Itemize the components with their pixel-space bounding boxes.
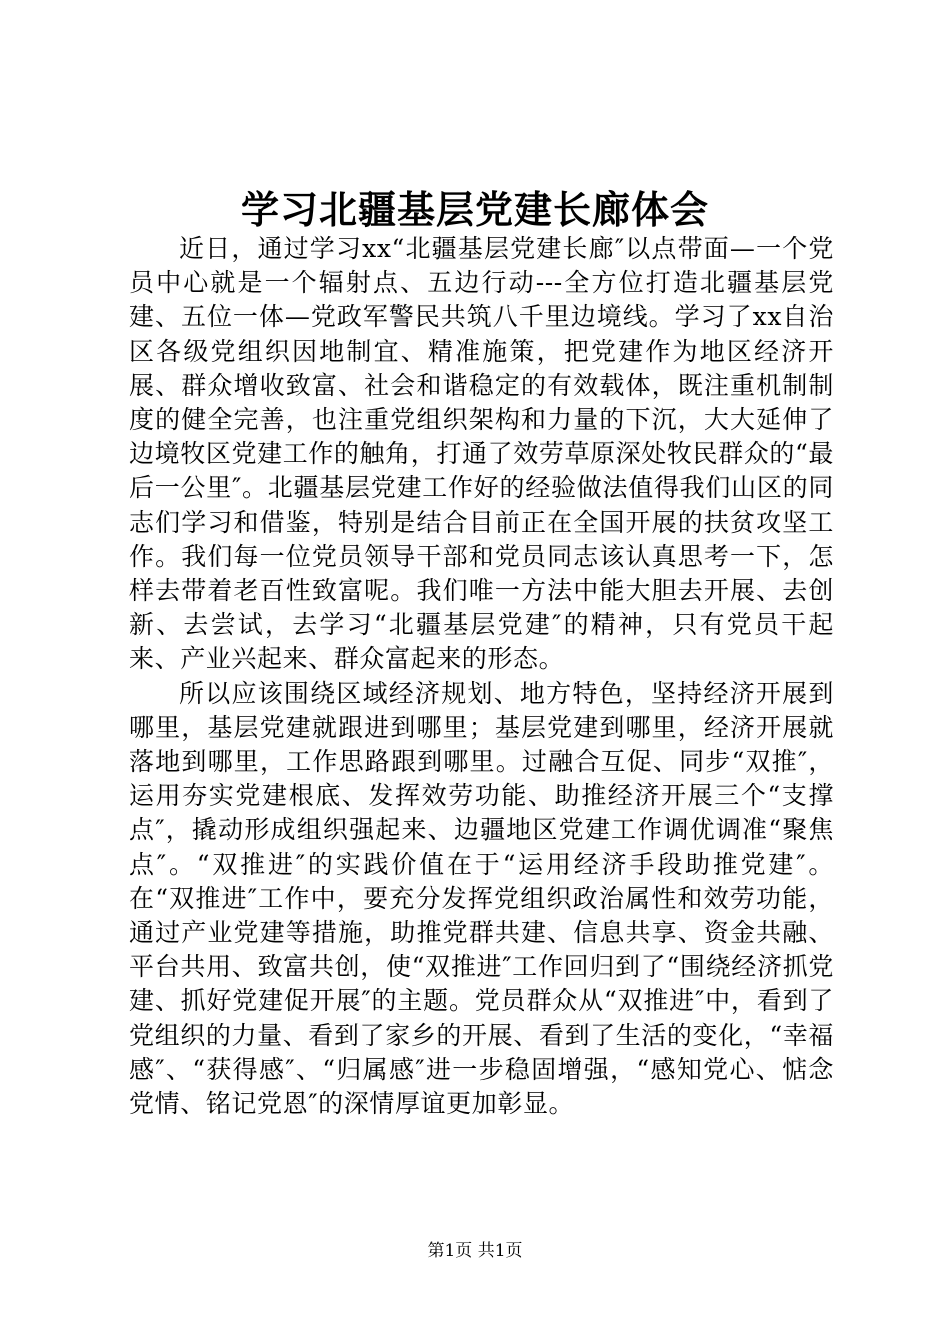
paragraph-2: 所以应该围绕区域经济规划、地方特色，坚持经济开展到哪里，基层党建就跟进到哪里；基层党建到哪里，经济开展就落地到哪里，工作思路跟到哪里。过融合互促、同步“双推″，运用夯实党建根底、发挥效劳功能、助推经济开展三个“支撑点″，撬动形成组织强起来、边疆地区党建工作调优调准“聚焦点″。“双推进″的实践价值在于“运用经济手段助推党建″。在“双推进″工作中，要充分发挥党组织政治属性和效劳功能，通过产业党建等措施，助推党群共建、信息共享、资金共融、平台共用、致富共创，使“双推进″工作回归到了“围绕经济抓党建、抓好党建促开展″的主题。党员群众从“双推进″中，看到了党组织的力量、看到了家乡的开展、看到了生活的变化，“幸福感″、“获得感″、“归属感″进一步稳固增强，“感知党心、惦念党情、铭记党恩″的深情厚谊更加彰显。 <box>129 678 834 1119</box>
paragraph-1: 近日，通过学习xx“北疆基层党建长廊″以点带面—一个党员中心就是一个辐射点、五边行动---全方位打造北疆基层党建、五位一体—党政军警民共筑八千里边境线。学习了xx自治区各级党组织因地制宜、精准施策，把党建作为地区经济开展、群众增收致富、社会和谐稳定的有效载体，既注重机制制度的健全完善，也注重党组织架构和力量的下沉，大大延伸了边境牧区党建工作的触角，打通了效劳草原深处牧民群众的“最后一公里″。北疆基层党建工作好的经验做法值得我们山区的同志们学习和借鉴，特别是结合目前正在全国开展的扶贫攻坚工作。我们每一位党员领导干部和党员同志该认真思考一下，怎样去带着老百性致富呢。我们唯一方法中能大胆去开展、去创新、去尝试，去学习“北疆基层党建″的精神，只有党员干起来、产业兴起来、群众富起来的形态。 <box>129 234 834 674</box>
document-title: 学习北疆基层党建长廊体会 <box>240 187 709 232</box>
page-number-footer: 第1页 共1页 <box>427 1241 523 1261</box>
document-body <box>129 232 834 1121</box>
